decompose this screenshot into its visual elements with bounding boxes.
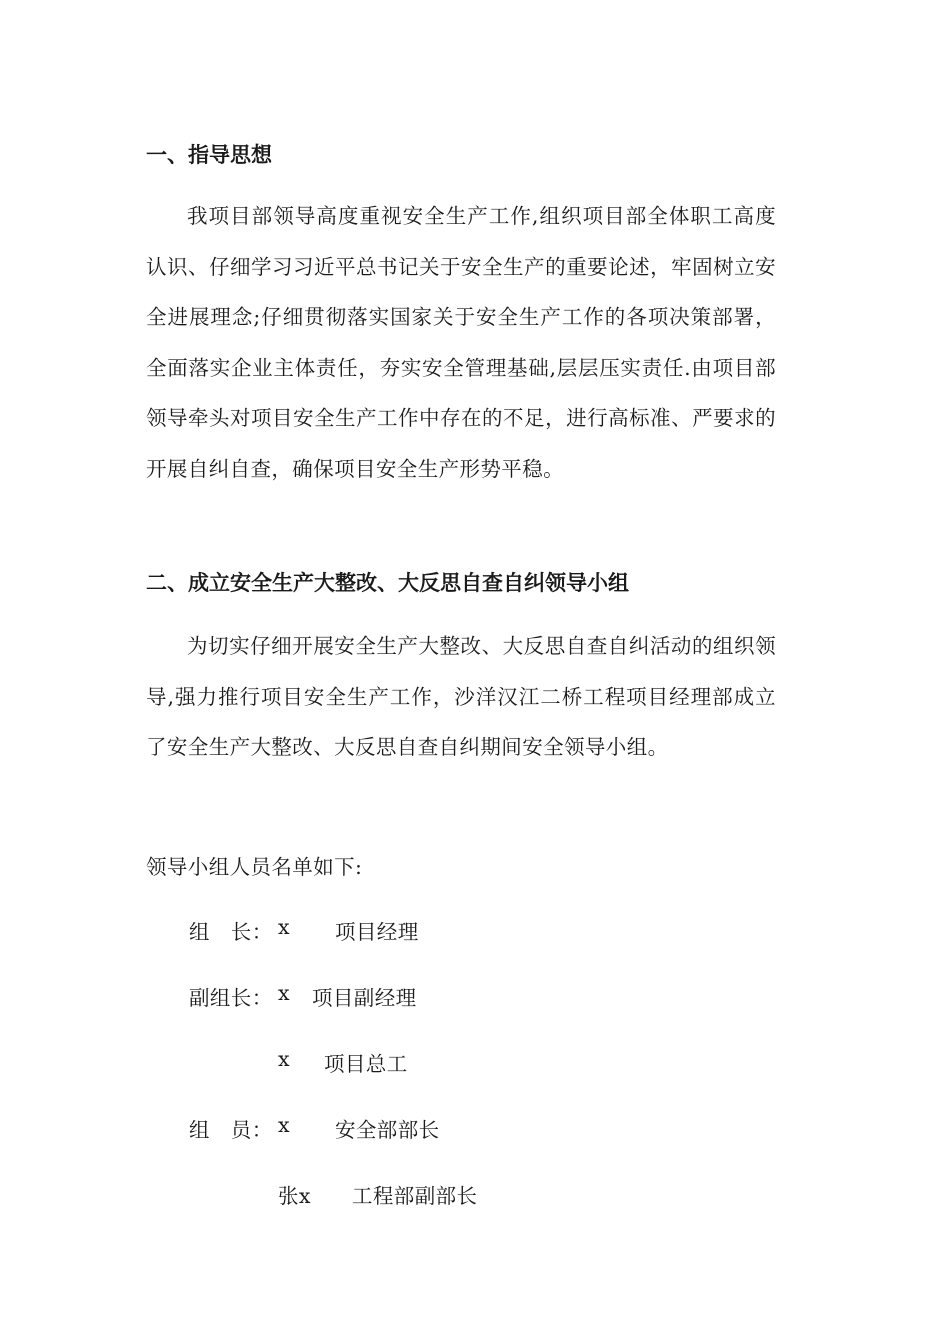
- member-row: [0, 1179, 950, 1207]
- member-row: [0, 1113, 950, 1141]
- member-title: 项目经理: [335, 920, 419, 944]
- member-role: 组 长：: [189, 920, 273, 944]
- section-2-paragraph: 为切实仔细开展安全生产大整改、大反思自查自纠活动的组织领导,强力推行项目安全生产工作，沙洋汉江二桥工程项目经理部成立了安全生产大整改、大反思自查自纠期间安全领导小组。: [146, 634, 776, 759]
- member-title: 项目副经理: [312, 986, 417, 1010]
- section-2-heading: 二、成立安全生产大整改、大反思自查自纠领导小组: [146, 571, 629, 595]
- section-1-heading: 一、指导思想: [146, 143, 272, 167]
- member-name: x: [278, 981, 290, 1005]
- member-name: x: [278, 915, 290, 939]
- member-name: x: [278, 1047, 290, 1071]
- section-1-paragraph: 我项目部领导高度重视安全生产工作,组织项目部全体职工高度认识、仔细学习习近平总书记关于安全生产的重要论述，牢固树立安全进展理念;仔细贯彻落实国家关于安全生产工作的各项决策部署，全面落实企业主体责任，夯实安全管理基础,层层压实责任.由项目部领导牵头对项目安全生产工作中存在的不足，进行高标准、严要求的开展自纠自查，确保项目安全生产形势平稳。: [146, 204, 776, 481]
- member-role: 副组长：: [189, 986, 273, 1010]
- member-name: x: [278, 1113, 290, 1137]
- member-list-intro: 领导小组人员名单如下:: [146, 855, 363, 879]
- member-title: 项目总工: [324, 1052, 408, 1076]
- member-title: 工程部副部长: [352, 1184, 478, 1208]
- member-role: 组 员：: [189, 1118, 273, 1142]
- member-row: [0, 915, 950, 943]
- member-row: [0, 981, 950, 1009]
- member-title: 安全部部长: [335, 1118, 440, 1142]
- member-row: [0, 1047, 950, 1075]
- member-name: 张x: [278, 1184, 311, 1208]
